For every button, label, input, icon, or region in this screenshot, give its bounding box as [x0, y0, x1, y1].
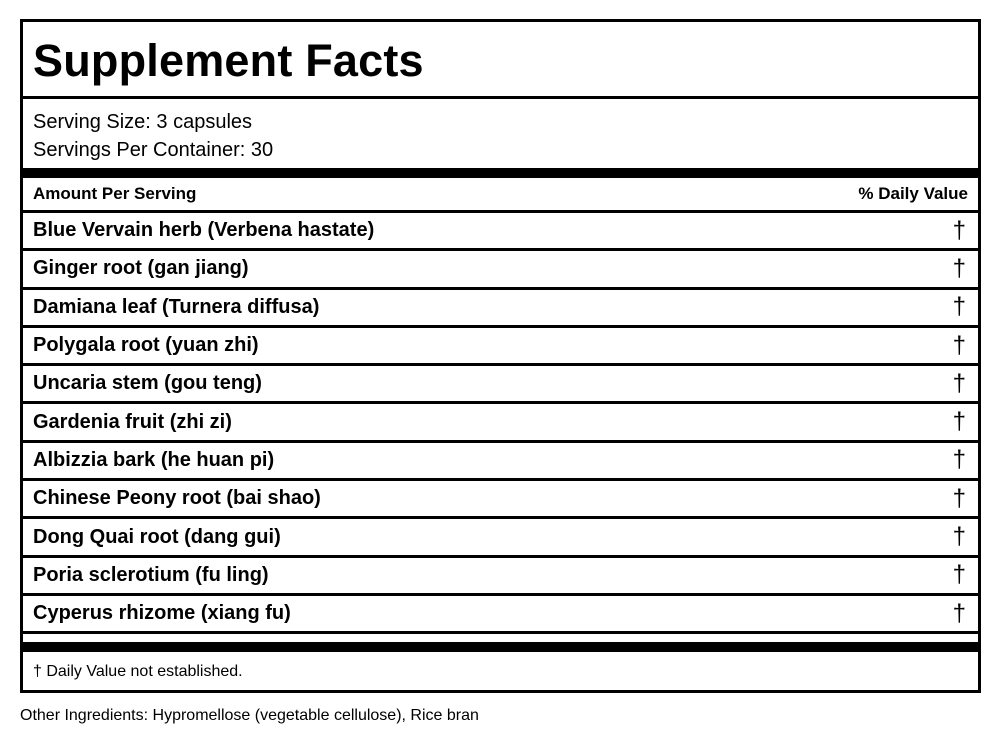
daily-value-dagger: † [952, 216, 966, 244]
daily-value-dagger: † [952, 523, 966, 551]
ingredient-name: Ginger root (gan jiang) [33, 257, 249, 280]
daily-value-dagger: † [952, 484, 966, 512]
ingredient-row [23, 519, 978, 557]
servings-per-container: Servings Per Container: 30 [33, 139, 274, 161]
ingredient-row [23, 290, 978, 328]
supplement-facts-panel [20, 19, 981, 693]
ingredient-name: Cyperus rhizome (xiang fu) [33, 602, 291, 625]
daily-value-dagger: † [952, 331, 966, 359]
ingredient-name: Blue Vervain herb (Verbena hastate) [33, 219, 375, 242]
daily-value-dagger: † [952, 599, 966, 627]
daily-value-header: % Daily Value [858, 184, 968, 203]
ingredient-list [23, 213, 978, 634]
amount-per-serving-header: Amount Per Serving [33, 184, 197, 203]
ingredient-row [23, 404, 978, 442]
ingredient-name: Albizzia bark (he huan pi) [33, 448, 275, 471]
daily-value-footnote: † Daily Value not established. [33, 663, 243, 681]
ingredient-name: Damiana leaf (Turnera diffusa) [33, 295, 320, 318]
column-header [23, 178, 978, 213]
ingredient-name: Gardenia fruit (zhi zi) [33, 410, 232, 433]
other-ingredients: Other Ingredients: Hypromellose (vegetable cellulose), Rice bran [20, 707, 479, 724]
daily-value-dagger: † [952, 446, 966, 474]
serving-info [23, 99, 978, 168]
panel-title: Supplement Facts [23, 22, 978, 99]
daily-value-dagger: † [952, 408, 966, 436]
ingredient-row [23, 558, 978, 596]
daily-value-dagger: † [952, 254, 966, 282]
ingredient-row [23, 328, 978, 366]
ingredient-row [23, 481, 978, 519]
ingredient-name: Polygala root (yuan zhi) [33, 334, 259, 357]
daily-value-dagger: † [952, 561, 966, 589]
ingredient-name: Chinese Peony root (bai shao) [33, 487, 321, 510]
daily-value-dagger: † [952, 293, 966, 321]
ingredient-name: Uncaria stem (gou teng) [33, 372, 262, 395]
ingredient-name: Dong Quai root (dang gui) [33, 525, 281, 548]
daily-value-dagger: † [952, 369, 966, 397]
ingredient-row [23, 213, 978, 251]
serving-size: Serving Size: 3 capsules [33, 111, 253, 133]
ingredient-row [23, 251, 978, 289]
thick-divider-top [23, 168, 978, 178]
ingredient-name: Poria sclerotium (fu ling) [33, 563, 269, 586]
ingredient-row [23, 443, 978, 481]
ingredient-row [23, 366, 978, 404]
thick-divider-bottom [23, 642, 978, 652]
empty-row [23, 634, 978, 642]
ingredient-row [23, 596, 978, 634]
